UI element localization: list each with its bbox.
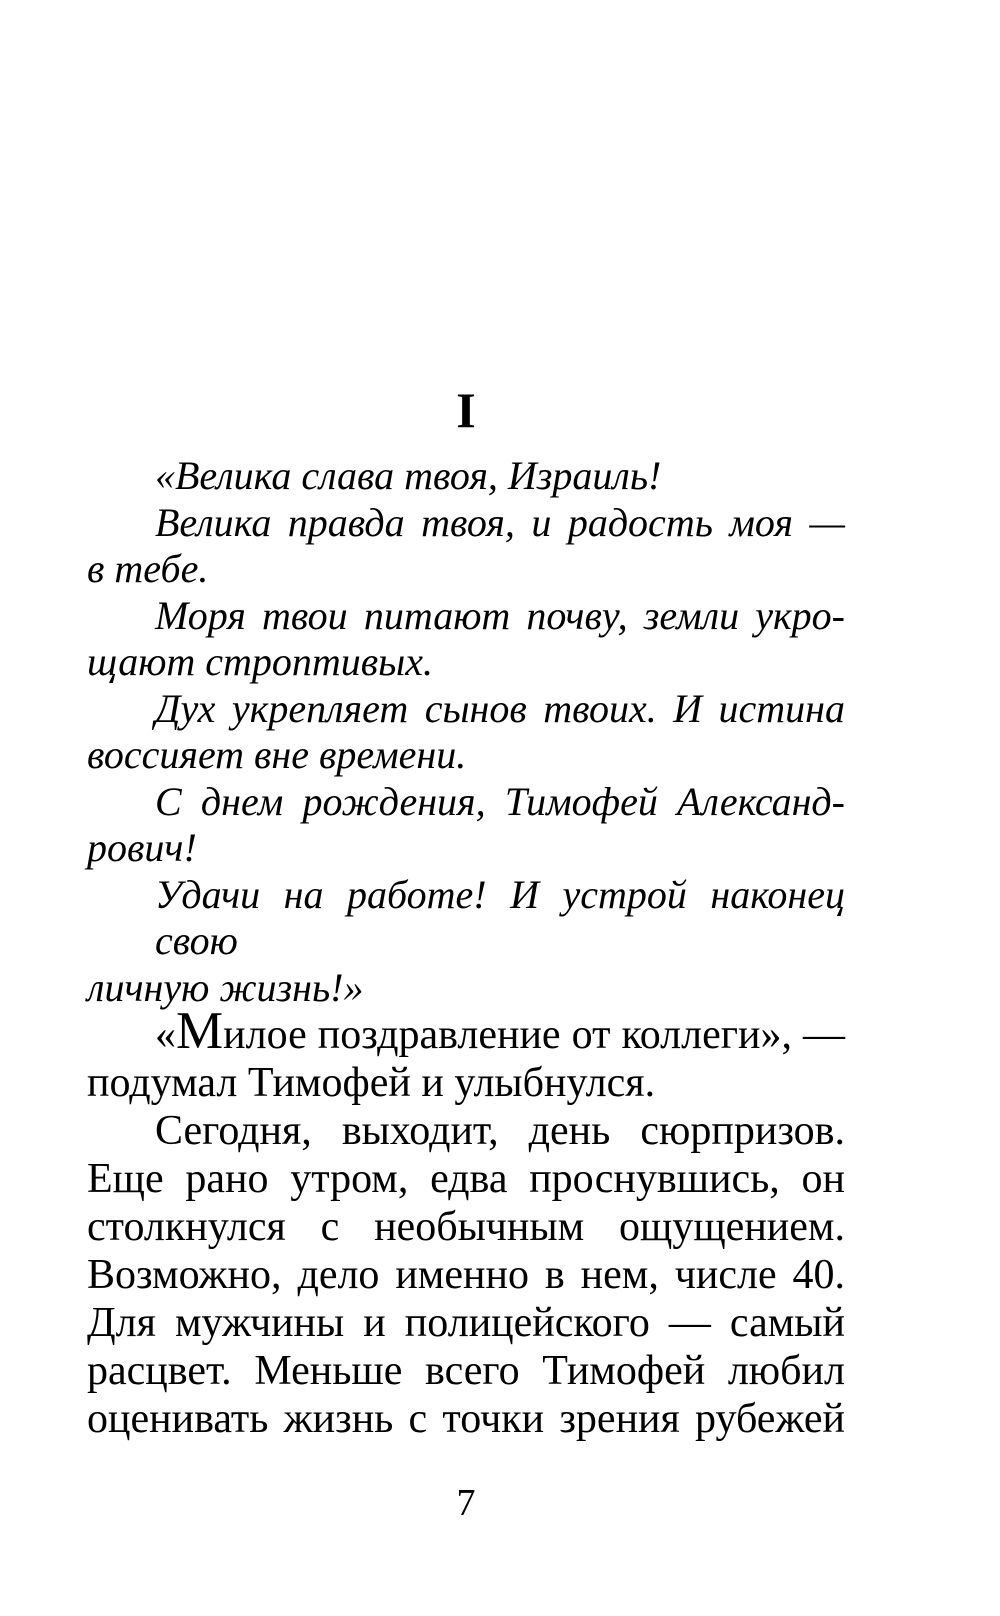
- body-text: [87, 1002, 845, 1443]
- text-line: Еще рано утром, едва проснувшись, он: [87, 1156, 845, 1202]
- page-content: [87, 0, 845, 1523]
- text-line: Удачи на работе! И устрой наконец свою: [155, 871, 845, 963]
- text-line: личную жизнь!»: [87, 964, 364, 1010]
- text-line: «Милое поздравление от коллеги», —: [155, 1002, 845, 1060]
- text-line: оценивать жизнь с точки зрения рубежей: [87, 1396, 845, 1442]
- text-line: Моря твои питают почву, земли укро-: [155, 592, 845, 638]
- text-line: Сегодня, выходит, день сюрпризов.: [155, 1108, 845, 1154]
- epigraph: [87, 453, 845, 1011]
- text-line: С днем рождения, Тимофей Александ-: [155, 778, 845, 824]
- text-line: в тебе.: [87, 546, 209, 591]
- chapter-heading: I: [456, 382, 476, 438]
- text-line: рович!: [87, 825, 197, 870]
- text-line: Велика правда твоя, и радость моя —: [155, 499, 845, 545]
- page-number: 7: [456, 1482, 476, 1524]
- lead-capital: М: [176, 1002, 224, 1060]
- text-line: подумал Тимофей и улыбнулся.: [87, 1060, 656, 1106]
- text-line: расцвет. Меньше всего Тимофей любил: [87, 1348, 845, 1394]
- text-line: Возможно, дело именно в нем, числе 40.: [87, 1252, 845, 1298]
- text-line: воссияет вне времени.: [87, 732, 467, 777]
- text-line: Дух укрепляет сынов твоих. И истина: [155, 685, 845, 731]
- text-line: столкнулся с необычным ощущением.: [87, 1204, 845, 1250]
- text-line: щают строптивых.: [87, 639, 434, 684]
- text-line: «Велика слава твоя, Израиль!: [155, 453, 662, 498]
- text-line: Для мужчины и полицейского — самый: [87, 1300, 845, 1346]
